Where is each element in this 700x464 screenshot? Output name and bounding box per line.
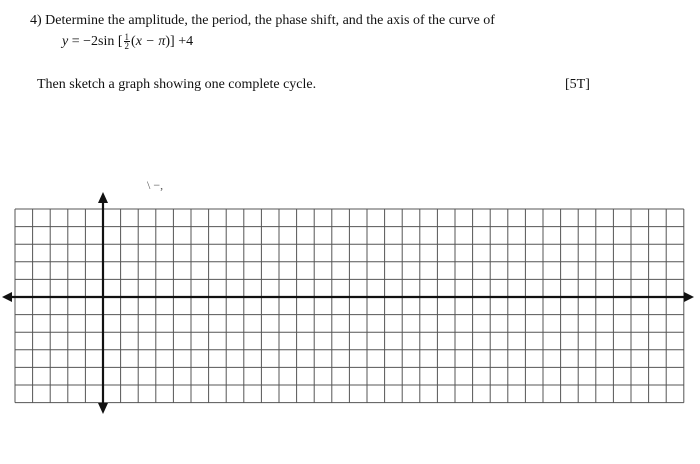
y-axis-down-arrow (98, 403, 108, 414)
x-axis-right-arrow (684, 292, 694, 302)
equation-close: )] +4 (165, 34, 194, 49)
question-body: Determine the amplitude, the period, the phase shift, and the axis of the curve of (45, 13, 495, 28)
equation-equals: = (68, 34, 84, 49)
equation-bracket-open: [ (117, 34, 123, 49)
equation-paren-open: ( (131, 34, 136, 49)
equation-minus-pi: − π (141, 34, 166, 49)
marks-label: [5T] (565, 77, 590, 92)
question-number: 4) (30, 13, 42, 28)
fraction-numerator: 1 (124, 32, 130, 43)
axes (2, 192, 694, 414)
instruction-text: Then sketch a graph showing one complete cycle. (37, 77, 317, 92)
grid-lines (15, 209, 684, 403)
x-axis-left-arrow (2, 292, 12, 302)
y-axis-up-arrow (98, 192, 108, 203)
stray-pencil-marks: \ −, (147, 178, 164, 192)
fraction-denominator: 2 (124, 41, 130, 52)
equation-variable: x (135, 34, 142, 49)
equation-coefficient: −2sin (83, 34, 118, 49)
equation-lhs: y (62, 34, 69, 49)
